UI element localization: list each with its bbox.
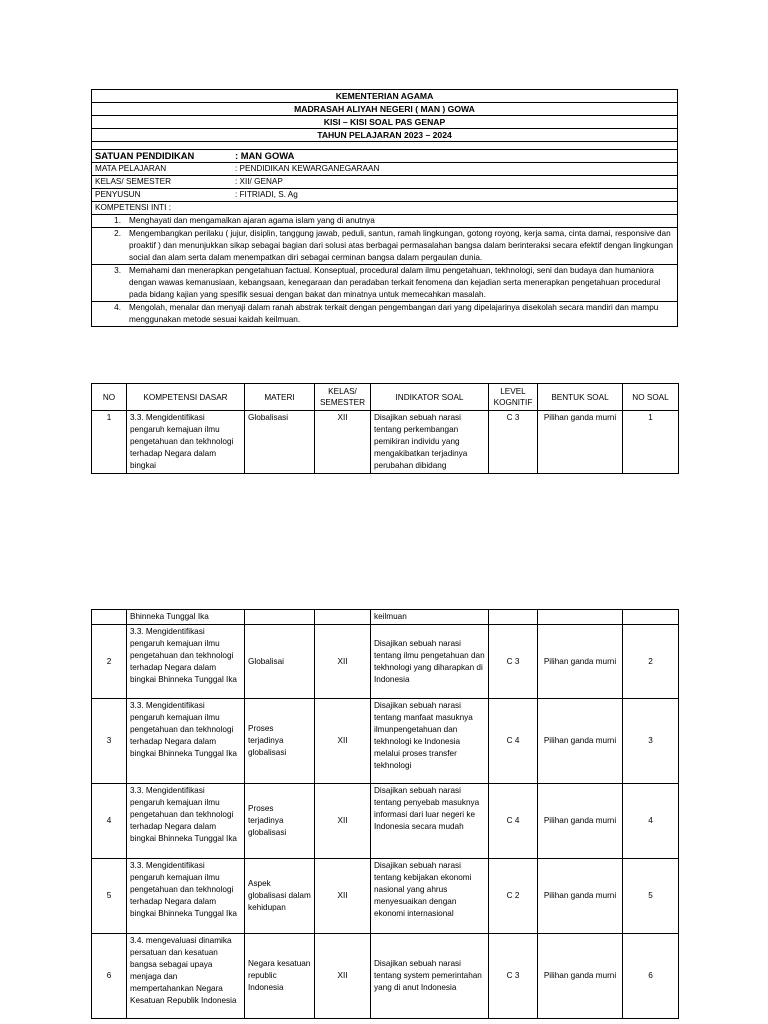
cell-bentuk: Pilihan ganda murni (538, 859, 623, 934)
cell-indikator: Disajikan sebuah narasi tentang perkembangan pemikiran individu yang mengakibatkan terjadinya perubahan dibidang (371, 411, 489, 474)
cell-kelas: XII (315, 859, 371, 934)
cell-bentuk: Pilihan ganda murni (538, 411, 623, 474)
header-materi: MATERI (245, 384, 315, 411)
header-line-1: KEMENTERIAN AGAMA (92, 90, 678, 103)
header-kelas-semester: KELAS/ SEMESTER (315, 384, 371, 411)
cell-indikator: Disajikan sebuah narasi tentang penyebab masuknya informasi dari luar negeri ke Indonesia secara mudah (371, 784, 489, 859)
satuan-pendidikan-row (92, 150, 678, 163)
header-line-4: TAHUN PELAJARAN 2023 – 2024 (92, 129, 678, 142)
cell-level: C 4 (489, 784, 538, 859)
field-row (92, 176, 678, 189)
field-value: : XII/ GENAP (235, 177, 283, 186)
cell-no-soal: 4 (623, 784, 679, 859)
cell-indikator: keilmuan (371, 610, 489, 625)
cell-level: C 2 (489, 859, 538, 934)
ki-text: Mengolah, menalar dan menyaji dalam ranah abstrak terkait dengan pengembangan dari yang dipelajarinya disekolah secara mandiri dan mampu menggunakan metode sesuai kaidah keilmuan. (129, 303, 659, 324)
cell-level: C 4 (489, 699, 538, 784)
header-kompetensi-dasar: KOMPETENSI DASAR (127, 384, 245, 411)
cell-materi: Globalisai (245, 625, 315, 699)
cell-materi: Globalisasi (245, 411, 315, 474)
field-label: MATA PELAJARAN (95, 164, 167, 173)
cell-no-soal: 1 (623, 411, 679, 474)
ki-number: 4. (114, 303, 121, 312)
header-bentuk-soal: BENTUK SOAL (538, 384, 623, 411)
table-row (92, 859, 679, 934)
cell-indikator: Disajikan sebuah narasi tentang ilmu pengetahuan dan tekhnologi yang diharapkan di Indonesia (371, 625, 489, 699)
header-table (91, 89, 678, 327)
field-row (92, 189, 678, 202)
cell-no: 5 (92, 859, 127, 934)
satuan-label: SATUAN PENDIDIKAN (95, 150, 195, 161)
field-row (92, 163, 678, 176)
header-no-soal: NO SOAL (623, 384, 679, 411)
table-row (92, 625, 679, 699)
cell-no: 2 (92, 625, 127, 699)
cell-no-soal: 5 (623, 859, 679, 934)
cell-level (489, 610, 538, 625)
cell-no: 4 (92, 784, 127, 859)
cell-kelas: XII (315, 625, 371, 699)
cell-materi (245, 610, 315, 625)
cell-bentuk (538, 610, 623, 625)
field-label: PENYUSUN (95, 190, 141, 199)
cell-kompetensi-dasar: 3.3. Mengidentifikasi pengaruh kemajuan ilmu pengetahuan dan tekhnologi terhadap Negara dalam bingkai Bhinneka Tunggal Ika (127, 699, 245, 784)
ki-number: 2. (114, 229, 121, 238)
ki-text: Mengembangkan perilaku ( jujur, disiplin, tanggung jawab, peduli, santun, ramah lingkungan, gotong royong, kerja sama, cinta damai, responsive dan proaktif ) dan menunjukkan sikap sebagai bagian dari solusi atas berbagai permasalahan bangsa dalam berinteraksi secara efektif dengan lingkungan social dan alam serta dalam menempatkan diri sebagai cerminan bangsa dalam pergaulan dunia. (129, 229, 673, 262)
cell-materi: Proses terjadinya globalisasi (245, 784, 315, 859)
satuan-value: : MAN GOWA (235, 150, 295, 161)
ki-title: KOMPETENSI INTI : (92, 202, 678, 215)
header-no: NO (92, 384, 127, 411)
cell-materi: Proses terjadinya globalisasi (245, 699, 315, 784)
cell-no: 3 (92, 699, 127, 784)
cell-kelas: XII (315, 699, 371, 784)
ki-number: 3. (114, 266, 121, 275)
cell-kompetensi-dasar: 3.4. mengevaluasi dinamika persatuan dan kesatuan bangsa sebagai upaya menjaga dan mempertahankan Negara Kesatuan Republik Indonesia (127, 934, 245, 1019)
cell-no: 6 (92, 934, 127, 1019)
cell-indikator: Disajikan sebuah narasi tentang system pemerintahan yang di anut Indonesia (371, 934, 489, 1019)
field-value: : FITRIADI, S. Ag (235, 190, 298, 199)
cell-indikator: Disajikan sebuah narasi tentang kebijakan ekonomi nasional yang ahrus menyesuaikan dengan ekonomi internasional (371, 859, 489, 934)
ki-number: 1. (114, 216, 121, 225)
ki-item (92, 265, 678, 302)
cell-kompetensi-dasar: 3.3. Mengidentifikasi pengaruh kemajuan ilmu pengetahuan dan tekhnologi terhadap Negara dalam bingkai Bhinneka Tunggal Ika (127, 784, 245, 859)
ki-text: Menghayati dan mengamalkan ajaran agama islam yang di anutnya (129, 216, 375, 225)
cell-no-soal: 2 (623, 625, 679, 699)
cell-kelas: XII (315, 784, 371, 859)
cell-kompetensi-dasar: 3.3. Mengidentifikasi pengaruh kemajuan ilmu pengetahuan dan tekhnologi terhadap Negara dalam bingkai Bhinneka Tunggal Ika (127, 625, 245, 699)
cell-no-soal: 6 (623, 934, 679, 1019)
kisi-table-page-1 (91, 383, 679, 474)
cell-kelas (315, 610, 371, 625)
table-row-continuation (92, 610, 679, 625)
cell-bentuk: Pilihan ganda murni (538, 625, 623, 699)
cell-materi: Negara kesatuan republic Indonesia (245, 934, 315, 1019)
cell-no-soal (623, 610, 679, 625)
cell-kompetensi-dasar: 3.3. Mengidentifikasi pengaruh kemajuan ilmu pengetahuan dan tekhnologi terhadap Negara dalam bingkai (127, 411, 245, 474)
cell-no-soal: 3 (623, 699, 679, 784)
cell-kompetensi-dasar: 3.3. Mengidentifikasi pengaruh kemajuan ilmu pengetahuan dan tekhnologi terhadap Negara dalam bingkai Bhinneka Tunggal Ika (127, 859, 245, 934)
cell-kompetensi-dasar: Bhinneka Tunggal Ika (127, 610, 245, 625)
table-row (92, 699, 679, 784)
cell-level: C 3 (489, 934, 538, 1019)
field-value: : PENDIDIKAN KEWARGANEGARAAN (235, 164, 380, 173)
cell-kelas: XII (315, 411, 371, 474)
cell-level: C 3 (489, 411, 538, 474)
table-row (92, 411, 679, 474)
cell-bentuk: Pilihan ganda murni (538, 934, 623, 1019)
table-row (92, 784, 679, 859)
ki-item (92, 215, 678, 228)
ki-item (92, 228, 678, 265)
kisi-table-page-2 (91, 609, 679, 1019)
cell-bentuk: Pilihan ganda murni (538, 784, 623, 859)
cell-materi: Aspek globalisasi dalam kehidupan (245, 859, 315, 934)
header-level-kognitif: LEVEL KOGNITIF (489, 384, 538, 411)
field-label: KELAS/ SEMESTER (95, 177, 171, 186)
cell-no: 1 (92, 411, 127, 474)
cell-no (92, 610, 127, 625)
cell-kelas: XII (315, 934, 371, 1019)
blank-row (92, 142, 678, 150)
ki-text: Memahami dan menerapkan pengetahuan factual. Konseptual, procedural dalam ilmu pengetahuan, tekhnologi, seni dan budaya dan humaniora dengan wawas kemanusiaan, kebangsaan, kenegaraan dan peradaban terkait fenomena dan kejadian serta menerapkan pengetahuan procedural pada bidang kajian yang spesifik sesuai dengan bakat dan minatnya untuk memecahkan masalah. (129, 266, 661, 299)
cell-indikator: Disajikan sebuah narasi tentang manfaat masuknya ilmunpengetahuan dan tekhnologi ke Indonesia melalui proses transfer tekhnologi (371, 699, 489, 784)
cell-level: C 3 (489, 625, 538, 699)
ki-item (92, 302, 678, 327)
table-row (92, 934, 679, 1019)
cell-bentuk: Pilihan ganda murni (538, 699, 623, 784)
header-indikator-soal: INDIKATOR SOAL (371, 384, 489, 411)
header-line-2: MADRASAH ALIYAH NEGERI ( MAN ) GOWA (92, 103, 678, 116)
header-line-3: KISI – KISI SOAL PAS GENAP (92, 116, 678, 129)
